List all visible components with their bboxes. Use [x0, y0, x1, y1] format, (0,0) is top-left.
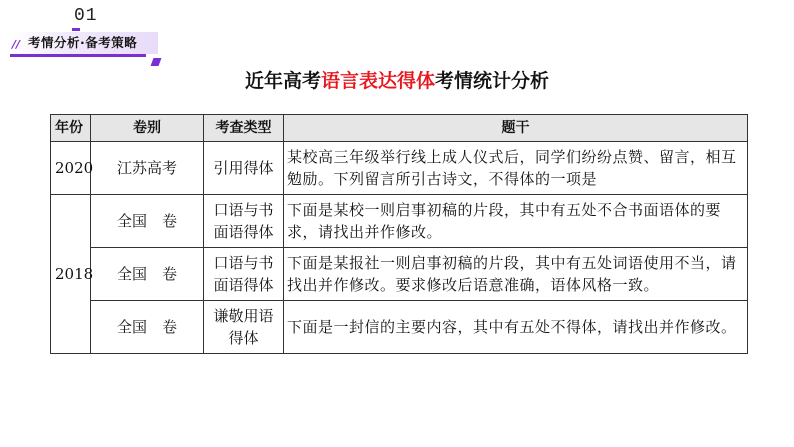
number-underline: [72, 28, 80, 31]
exam-stats-table: [50, 114, 748, 354]
cell-stem: 下面是某校一则启事初稿的片段，其中有五处不合书面语体的要求，请找出并作修改。: [284, 195, 748, 248]
section-badge: [10, 6, 148, 51]
badge-tail: [151, 58, 162, 66]
table-row: [51, 142, 748, 195]
header-year: 年份: [51, 115, 91, 142]
cell-paper: 全国 卷: [91, 248, 204, 301]
title-prefix: 近年高考: [244, 70, 321, 92]
title-highlight: 语言表达得体: [320, 70, 435, 92]
cell-paper: 全国 卷: [91, 195, 204, 248]
section-number-text: 01: [74, 6, 98, 26]
cell-stem: 下面是一封信的主要内容，其中有五处不得体，请找出并作修改。: [284, 301, 748, 354]
table-header-row: [51, 115, 748, 142]
title-suffix: 考情统计分析: [435, 70, 550, 92]
cell-type: 口语与书面语得体: [204, 248, 284, 301]
cell-stem: 某校高三年级举行线上成人仪式后，同学们纷纷点赞、留言，相互勉励。下列留言所引古诗文，不得体的一项是: [284, 142, 748, 195]
slash-icon: //: [12, 38, 21, 51]
page-title: [0, 66, 794, 93]
header-type: 考查类型: [204, 115, 284, 142]
cell-paper: 江苏高考: [91, 142, 204, 195]
badge-underline: [10, 54, 146, 57]
header-stem: 题干: [284, 115, 748, 142]
table-row: [51, 195, 748, 248]
cell-type: 口语与书面语得体: [204, 195, 284, 248]
cell-year: 2018: [51, 195, 91, 354]
table-row: [51, 301, 748, 354]
table-row: [51, 248, 748, 301]
section-label: 考情分析·备考策略: [28, 35, 138, 50]
section-number: [74, 6, 98, 26]
cell-type: 引用得体: [204, 142, 284, 195]
header-paper: 卷别: [91, 115, 204, 142]
cell-type: 谦敬用语得体: [204, 301, 284, 354]
cell-paper: 全国 卷: [91, 301, 204, 354]
cell-stem: 下面是某报社一则启事初稿的片段，其中有五处词语使用不当，请找出并作修改。要求修改后语意准确，语体风格一致。: [284, 248, 748, 301]
cell-year: 2020: [51, 142, 91, 195]
